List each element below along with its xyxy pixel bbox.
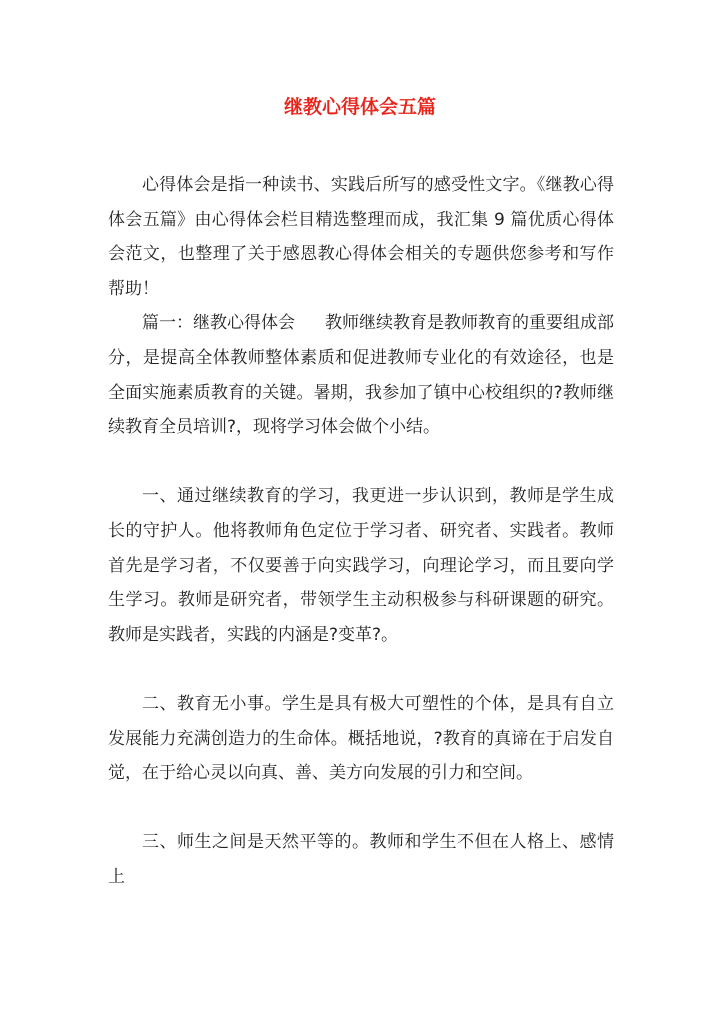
section-one-paragraph: [108, 306, 614, 444]
section-one-body: 教师继续教育是教师教育的重要组成部分，是提高全体教师整体素质和促进教师专业化的有效途径，也是全面实施素质教育的关键。暑期，我参加了镇中心校组织的?教师继续教育全员培训?，现将学习体会做个小结。: [108, 313, 614, 438]
section-one-heading: 篇一：继教心得体会: [142, 313, 295, 334]
point-one-paragraph: 一、通过继续教育的学习，我更进一步认识到，教师是学生成长的守护人。他将教师角色定位于学习者、研究者、实践者。教师首先是学习者，不仅要善于向实践学习，向理论学习，而且要向学生学习。教师是研究者，带领学生主动积极参与科研课题的研究。教师是实践者，实践的内涵是?变革?。: [108, 486, 614, 645]
point-two-paragraph: 二、教育无小事。学生是具有极大可塑性的个体，是具有自立发展能力充满创造力的生命体。概括地说，?教育的真谛在于启发自觉，在于给心灵以向真、善、美方向发展的引力和空间。: [108, 693, 614, 784]
document-body: [108, 168, 614, 894]
paragraph-spacer: [108, 791, 614, 826]
point-three-paragraph: 三、师生之间是天然平等的。教师和学生不但在人格上、感情上: [108, 832, 614, 887]
intro-paragraph: 心得体会是指一种读书、实践后所写的感受性文字。《继教心得体会五篇》由心得体会栏目精选整理而成，我汇集 9 篇优质心得体会范文，也整理了关于感恩教心得体会相关的专题供您参考和写作帮助！: [108, 175, 614, 299]
paragraph-spacer: [108, 652, 614, 687]
paragraph-spacer: [108, 445, 614, 480]
document-title: 继教心得体会五篇: [283, 96, 436, 118]
